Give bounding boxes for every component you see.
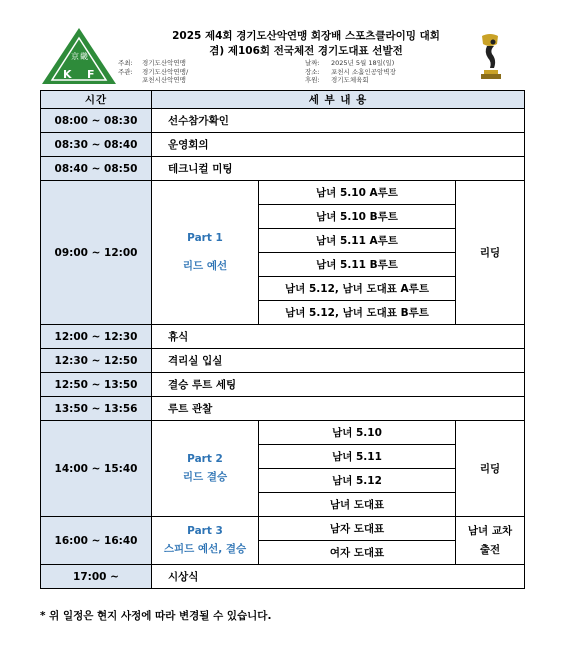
schedule-table — [40, 90, 525, 589]
info-label: 후원: — [305, 76, 320, 84]
part-label: Part 3 — [187, 525, 223, 537]
activity-cell: 운영회의 — [152, 133, 525, 157]
route-cell: 여자 도대표 — [259, 541, 456, 565]
route-cell: 남녀 5.12, 남녀 도대표 A루트 — [259, 277, 456, 301]
info-label — [118, 76, 142, 85]
table-row — [41, 325, 525, 349]
table-header-row — [41, 91, 525, 109]
part-cell — [152, 517, 259, 565]
part-name: 리드 결승 — [182, 471, 228, 483]
route-cell: 남녀 5.12 — [259, 469, 456, 493]
activity-cell: 격리실 입실 — [152, 349, 525, 373]
discipline-cell: 리딩 — [456, 421, 525, 517]
activity-cell: 시상식 — [152, 565, 525, 589]
activity-cell: 루트 관찰 — [152, 397, 525, 421]
time-cell: 08:30 ~ 08:40 — [41, 133, 152, 157]
info-value: 2025년 5월 18일(일) — [331, 59, 395, 67]
activity-cell: 결승 루트 세팅 — [152, 373, 525, 397]
info-value: 경기도산악연맹 — [142, 59, 186, 67]
time-cell: 16:00 ~ 16:40 — [41, 517, 152, 565]
time-cell: 12:30 ~ 12:50 — [41, 349, 152, 373]
route-cell: 남자 도대표 — [259, 517, 456, 541]
table-row — [41, 181, 525, 205]
activity-cell: 휴식 — [152, 325, 525, 349]
table-row — [41, 109, 525, 133]
activity-cell: 테크니컬 미팅 — [152, 157, 525, 181]
table-row — [41, 421, 525, 445]
event-title-line1: 2025 제4회 경기도산악연맹 회장배 스포츠클라이밍 대회 — [172, 30, 440, 42]
time-cell: 17:00 ~ — [41, 565, 152, 589]
time-cell: 13:50 ~ 13:56 — [41, 397, 152, 421]
time-cell: 09:00 ~ 12:00 — [41, 181, 152, 325]
event-title-line2: 겸) 제106회 전국체전 경기도대표 선발전 — [209, 45, 403, 57]
table-row — [41, 565, 525, 589]
route-cell: 남녀 5.11 A루트 — [259, 229, 456, 253]
discipline-cell: 리딩 — [456, 181, 525, 325]
federation-logo-icon — [40, 26, 118, 86]
discipline-line: 출전 — [479, 543, 501, 556]
event-info — [305, 59, 396, 85]
activity-cell: 선수참가확인 — [152, 109, 525, 133]
table-row — [41, 397, 525, 421]
discipline-line: 남녀 교차 — [467, 524, 513, 537]
logo-letter-4: F — [87, 68, 95, 81]
column-header-detail: 세 부 내 용 — [152, 91, 525, 109]
time-cell: 08:40 ~ 08:50 — [41, 157, 152, 181]
organizer-info — [118, 59, 188, 85]
table-row — [41, 133, 525, 157]
climber-trophy-icon — [470, 32, 510, 82]
route-cell: 남녀 5.10 — [259, 421, 456, 445]
table-row — [41, 517, 525, 541]
schedule-note: * 위 일정은 현지 사정에 따라 변경될 수 있습니다. — [40, 610, 272, 622]
part-label: Part 2 — [187, 453, 223, 465]
column-header-time: 시간 — [41, 91, 152, 109]
part-name: 스피드 예선, 결승 — [163, 543, 247, 555]
table-row — [41, 373, 525, 397]
document-header — [40, 22, 524, 90]
logo-letter-1: 京 — [71, 52, 79, 61]
logo-letter-3: K — [63, 68, 72, 81]
route-cell: 남녀 5.11 B루트 — [259, 253, 456, 277]
time-cell: 08:00 ~ 08:30 — [41, 109, 152, 133]
part-cell — [152, 181, 259, 325]
route-cell: 남녀 5.10 B루트 — [259, 205, 456, 229]
info-value: 포천시 소흘인공암벽장 — [331, 67, 396, 76]
table-row — [41, 349, 525, 373]
part-cell — [152, 421, 259, 517]
discipline-cell — [456, 517, 525, 565]
time-cell: 12:50 ~ 13:50 — [41, 373, 152, 397]
route-cell: 남녀 5.12, 남녀 도대표 B루트 — [259, 301, 456, 325]
route-cell: 남녀 도대표 — [259, 493, 456, 517]
logo-letter-2: 畿 — [80, 52, 88, 61]
info-label: 장소: — [305, 67, 320, 76]
part-label: Part 1 — [187, 232, 223, 244]
route-cell: 남녀 5.10 A루트 — [259, 181, 456, 205]
info-label: 주최: — [118, 59, 133, 67]
info-label: 날짜: — [305, 59, 320, 67]
table-row — [41, 157, 525, 181]
info-value: 경기도체육회 — [331, 76, 369, 84]
info-value: 경기도산악연맹/ — [142, 67, 189, 76]
part-name: 리드 예선 — [182, 260, 228, 272]
info-label: 주관: — [118, 67, 133, 76]
time-cell: 14:00 ~ 15:40 — [41, 421, 152, 517]
route-cell: 남녀 5.11 — [259, 445, 456, 469]
info-value: 포천시산악연맹 — [142, 76, 186, 84]
time-cell: 12:00 ~ 12:30 — [41, 325, 152, 349]
